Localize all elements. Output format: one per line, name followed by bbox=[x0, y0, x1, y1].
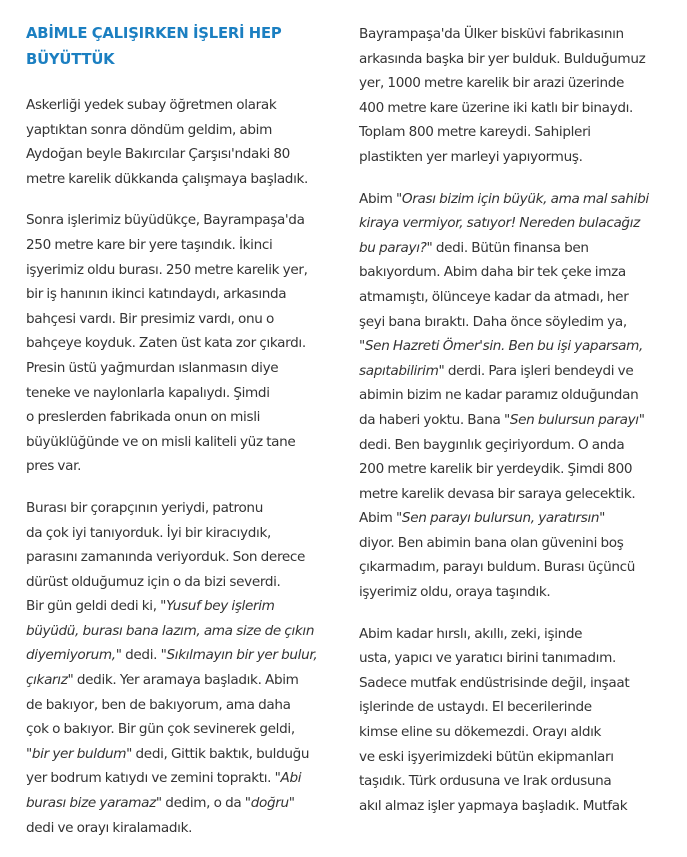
text-line bbox=[26, 766, 338, 791]
text-run: o preslerden fabrikada onun on misli bbox=[26, 409, 261, 426]
text-run: Burası bir çorapçının yeriydi, patronu bbox=[26, 499, 263, 516]
quoted-speech: diyemiyorum, bbox=[26, 647, 116, 664]
text-line bbox=[359, 580, 677, 605]
text-run: bakıyordum. Abim daha bir tek çeke imza bbox=[359, 264, 626, 281]
text-run: işyerimiz oldu burası. 250 metre karelik yer, bbox=[26, 261, 308, 278]
text-run: Askerliği yedek subay öğretmen olarak bbox=[26, 97, 277, 113]
text-line bbox=[359, 260, 677, 285]
text-run: pres var. bbox=[26, 458, 82, 475]
text-run: da haberi yoktu. Bana " bbox=[359, 411, 510, 428]
text-line bbox=[359, 482, 677, 507]
text-line bbox=[26, 693, 338, 718]
text-run: metre karelik dükkanda çalışmaya başladık. bbox=[26, 170, 309, 187]
quoted-speech: doğru bbox=[250, 795, 289, 812]
text-line bbox=[26, 570, 338, 595]
text-run: 200 metre karelik bir yerdeydik. Şimdi 800 bbox=[359, 461, 633, 478]
text-line bbox=[359, 720, 677, 745]
text-run: " bbox=[599, 510, 606, 527]
text-line bbox=[359, 334, 677, 359]
paragraph bbox=[359, 22, 677, 170]
text-line bbox=[359, 457, 677, 482]
text-line bbox=[359, 310, 677, 335]
text-line bbox=[26, 93, 338, 118]
quoted-speech: bir yer buldum bbox=[31, 745, 127, 762]
text-line bbox=[359, 531, 677, 556]
text-run: dürüst olduğumuz için o da bizi severdi. bbox=[26, 573, 281, 590]
text-line bbox=[26, 167, 338, 192]
article-right-column bbox=[359, 0, 677, 818]
text-line bbox=[359, 745, 677, 770]
text-line bbox=[26, 668, 338, 693]
text-line bbox=[26, 454, 338, 479]
text-line bbox=[359, 187, 677, 212]
text-run: Abim " bbox=[359, 190, 402, 207]
text-line bbox=[359, 506, 677, 531]
text-run: " bbox=[638, 411, 645, 428]
text-run: " dedik. Yer aramaya başladık. Abim bbox=[67, 672, 299, 689]
text-line bbox=[359, 408, 677, 433]
text-run: bahçesi vardı. Bir presimiz vardı, onu o bbox=[26, 310, 274, 327]
text-line bbox=[26, 594, 338, 619]
heading-line: ABİMLE ÇALIŞIRKEN İŞLERİ HEP bbox=[26, 25, 282, 42]
text-line bbox=[359, 359, 677, 384]
text-run: " dedi. " bbox=[115, 647, 167, 664]
text-line bbox=[359, 555, 677, 580]
text-line bbox=[359, 22, 677, 47]
text-line bbox=[359, 794, 677, 819]
quoted-speech: çıkarız bbox=[26, 672, 68, 689]
text-line bbox=[359, 695, 677, 720]
text-line bbox=[359, 120, 677, 145]
text-line bbox=[26, 307, 338, 332]
article-left-column bbox=[26, 0, 338, 840]
quoted-speech: büyüdü, burası bana lazım, ama size de çıkın bbox=[26, 622, 315, 639]
text-run: Bayrampaşa'da Ülker bisküvi fabrikasının bbox=[359, 26, 624, 42]
text-line bbox=[359, 622, 677, 647]
text-run: 250 metre kare bir yere taşındık. İkinci bbox=[26, 236, 273, 253]
text-line bbox=[26, 233, 338, 258]
text-run: " bbox=[288, 795, 295, 812]
quoted-speech: Abi bbox=[280, 770, 302, 787]
text-line bbox=[26, 331, 338, 356]
heading-line: BÜYÜTTÜK bbox=[26, 51, 115, 68]
text-run: " derdi. Para işleri bendeydi ve bbox=[438, 362, 634, 379]
quoted-speech: Sen bulursun parayı bbox=[509, 411, 639, 428]
text-run: bahçeye koyduk. Zaten üst kata zor çıkardı. bbox=[26, 335, 306, 352]
text-line bbox=[359, 285, 677, 310]
quoted-speech: Sıkılmayın bir yer bulur, bbox=[166, 647, 318, 664]
text-line bbox=[359, 145, 677, 170]
text-run: " dedi. Bütün finansa ben bbox=[426, 239, 589, 256]
text-run: dedi. Ben baygınlık geçiriyordum. O anda bbox=[359, 436, 625, 453]
quoted-speech: bu parayı? bbox=[359, 239, 427, 256]
paragraph bbox=[359, 187, 677, 605]
text-run: kimse eline su dökemezdi. Orayı aldık bbox=[359, 724, 602, 741]
text-line bbox=[26, 118, 338, 143]
text-line bbox=[26, 356, 338, 381]
paragraph bbox=[26, 496, 338, 840]
quoted-speech: burası bize yaramaz bbox=[26, 795, 156, 812]
text-line bbox=[26, 282, 338, 307]
text-run: işlerinde de ustaydı. El becerilerinde bbox=[359, 699, 592, 716]
text-run: Toplam 800 metre kareydi. Sahipleri bbox=[359, 124, 591, 141]
text-run: abimin bizim ne kadar paramız olduğundan bbox=[359, 387, 639, 404]
text-run: taşıdık. Türk ordusuna ve Irak ordusuna bbox=[359, 773, 612, 790]
text-run: Sonra işlerimiz büyüdükçe, Bayrampaşa'da bbox=[26, 212, 305, 229]
section-heading bbox=[26, 21, 338, 73]
quoted-speech: Orası bizim için büyük, ama mal sahibi bbox=[401, 190, 649, 207]
text-line bbox=[26, 405, 338, 430]
text-line bbox=[359, 646, 677, 671]
text-run: çok o bakıyor. Bir gün çok sevinerek geldi, bbox=[26, 721, 295, 738]
text-line bbox=[26, 430, 338, 455]
text-line bbox=[26, 545, 338, 570]
text-line bbox=[26, 142, 338, 167]
quoted-speech: Yusuf bey işlerim bbox=[166, 598, 275, 615]
text-run: Abim kadar hırslı, akıllı, zeki, işinde bbox=[359, 625, 583, 642]
text-run: şeyi bana bıraktı. Daha önce söyledim ya, bbox=[359, 313, 627, 330]
text-run: plastikten yer marleyi yapıyormuş. bbox=[359, 148, 583, 165]
text-line bbox=[26, 619, 338, 644]
text-line bbox=[359, 211, 677, 236]
paragraph bbox=[26, 208, 338, 479]
text-line bbox=[359, 96, 677, 121]
quoted-speech: Sen parayı bulursun, yaratırsın bbox=[401, 510, 600, 527]
text-run: diyor. Ben abimin bana olan güvenini boş bbox=[359, 534, 624, 551]
text-line bbox=[26, 717, 338, 742]
text-run: de bakıyor, ben de bakıyorum, ama daha bbox=[26, 696, 291, 713]
text-line bbox=[359, 383, 677, 408]
text-line bbox=[26, 742, 338, 767]
text-run: " bbox=[359, 338, 365, 355]
text-line bbox=[26, 816, 338, 841]
quoted-speech: sapıtabilirim bbox=[359, 362, 439, 379]
text-run: arkasında başka bir yer bulduk. Bulduğumuz bbox=[359, 50, 646, 67]
text-line bbox=[359, 769, 677, 794]
text-line bbox=[26, 496, 338, 521]
text-run: büyüklüğünde ve on misli kaliteli yüz tane bbox=[26, 433, 296, 450]
text-run: yer bodrum katıydı ve zemini topraktı. " bbox=[26, 770, 281, 787]
text-line bbox=[359, 433, 677, 458]
text-run: akıl almaz işler yapmaya başladık. Mutfak bbox=[359, 797, 628, 814]
text-run: parasını zamanında veriyorduk. Son derece bbox=[26, 549, 306, 566]
paragraph bbox=[26, 93, 338, 191]
text-line bbox=[359, 47, 677, 72]
text-line bbox=[359, 71, 677, 96]
text-run: " bbox=[26, 745, 32, 762]
quoted-speech: Sen Hazreti Ömer'sin. Ben bu işi yaparsam, bbox=[364, 338, 643, 355]
text-line bbox=[26, 521, 338, 546]
paragraph bbox=[359, 622, 677, 819]
text-run: işyerimiz oldu, oraya taşındık. bbox=[359, 584, 551, 601]
text-line bbox=[359, 236, 677, 261]
text-line bbox=[359, 671, 677, 696]
text-run: Presin üstü yağmurdan ıslanmasın diye bbox=[26, 359, 279, 376]
text-run: ve eski işyerimizdeki bütün ekipmanları bbox=[359, 748, 614, 765]
text-run: çıkarmadım, parayı buldum. Burası üçüncü bbox=[359, 559, 636, 576]
text-line bbox=[26, 381, 338, 406]
quoted-speech: kiraya vermiyor, satıyor! Nereden bulacağız bbox=[359, 215, 640, 232]
text-run: 400 metre kare üzerine iki katlı bir binaydı. bbox=[359, 99, 633, 116]
text-line bbox=[26, 643, 338, 668]
text-run: yer, 1000 metre karelik bir arazi üzerinde bbox=[359, 75, 625, 92]
text-run: Bir gün geldi dedi ki, " bbox=[26, 598, 167, 615]
text-run: usta, yapıcı ve yaratıcı birini tanımadım. bbox=[359, 650, 616, 667]
text-run: bir iş hanının ikinci katındaydı, arkasında bbox=[26, 286, 287, 303]
text-run: " dedi, Gittik baktık, bulduğu bbox=[126, 745, 310, 762]
text-run: dedi ve orayı kiralamadık. bbox=[26, 819, 193, 836]
text-run: yaptıktan sonra döndüm geldim, abim bbox=[26, 121, 272, 138]
text-line bbox=[26, 791, 338, 816]
text-line bbox=[26, 258, 338, 283]
text-line bbox=[26, 208, 338, 233]
text-run: atmamıştı, ölünceye kadar da atmadı, her bbox=[359, 288, 629, 305]
text-run: Sadece mutfak endüstrisinde değil, inşaat bbox=[359, 674, 630, 691]
text-run: Abim " bbox=[359, 510, 402, 527]
text-run: da çok iyi tanıyorduk. İyi bir kiracıydık, bbox=[26, 524, 271, 541]
text-run: Aydoğan beyle Bakırcılar Çarşısı'ndaki 80 bbox=[26, 146, 290, 163]
text-run: metre karelik devasa bir saraya gelecektik. bbox=[359, 485, 636, 502]
text-run: teneke ve naylonlarla kapalıydı. Şimdi bbox=[26, 384, 270, 401]
text-run: " dedim, o da " bbox=[155, 795, 251, 812]
